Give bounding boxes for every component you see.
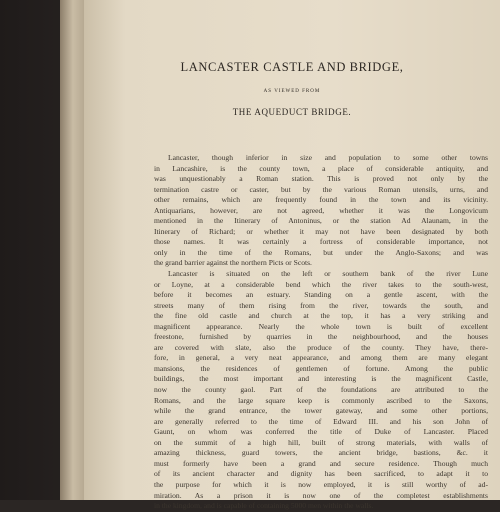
text-line: are generally referred to the time of Edward III. and his son John of [154,416,488,426]
text-line: Lancaster, though inferior in size and population to some other towns [168,153,488,162]
body-text [154,153,488,512]
text-line: magnificent appearance. Nearly the whole town is built of excellent [154,321,488,331]
text-line: Gaunt, on whom was conferred the title of Duke of Lancaster. Placed [154,427,488,437]
text-line: only in the time of the Romans, but under the Anglo-Saxons; and was [154,247,488,257]
text-line: mentioned in the Itinerary of Antoninus, or the station Ad Alaunam, in the [154,216,488,226]
text-line: the fine old castle and church at the top, it has a very striking and [154,311,488,321]
text-line: freestone, furnished by quarries in the neighbourhood, and the houses [154,332,488,342]
book-page [84,0,500,511]
page-title: LANCASTER CASTLE AND BRIDGE, [180,60,404,74]
text-line: the grand barrier against the northern Picts or Scots. [154,258,312,268]
text-line: of its ancient character and dignity has been sacrificed, to adapt it to [154,469,488,479]
text-line: in the kingdom, and is capable of containing 5000 men within the walls. [154,501,374,511]
text-line: are covered with slate, also the produce of the county. They have, there- [154,342,488,352]
text-line: termination castre or caster, but by the various Roman utensils, urns, and [154,184,488,194]
text-line: Itinerary of Richard; or whether it may not have been designated by both [154,226,488,236]
text-line: those names. It was certainly a fortress of considerable importance, not [154,237,488,247]
text-line: the purpose for which it is now employed, it is still worthy of ad- [154,479,488,489]
text-line: on the summit of a high hill, built of strong materials, with walls of [154,437,488,447]
text-line: before it becomes an estuary. Standing on a gentle ascent, with the [154,290,488,300]
text-line: buildings, the most important and interesting is the magnificent Castle, [154,374,488,384]
text-line: miration. As a prison it is now one of the completest establishments [154,490,488,500]
page-edge [60,0,86,500]
text-line: must formerly have been a grand and secure residence. Though much [154,458,488,468]
paragraph-2 [154,269,488,512]
text-line: Lancaster is situated on the left or southern bank of the river Lune [168,269,488,279]
text-line: Antiquarians, however, are not agreed, whether it was the Longovicum [154,205,488,215]
page-subtitle-2: THE AQUEDUCT BRIDGE. [232,107,352,117]
text-line: in Lancashire, is the county town, a place of considerable antiquity, and [154,163,488,173]
text-line: Romans, and the large square keep is commonly ascribed to the Saxons, [154,395,488,405]
text-line: other remains, which are frequently found in the town and its vicinity. [154,195,488,205]
text-line: fore, in general, a very neat appearance, and among them are many elegant [154,353,488,363]
paragraph-1 [154,153,488,269]
text-line: while the grand entrance, the tower gateway, and some other portions, [154,406,488,416]
text-line: amazing thickness, guard towers, the ancient bridge, bastions, &c. it [154,448,488,458]
text-line: now the county gaol. Part of the foundations are attributed to the [154,385,488,395]
text-line: or Loyne, at a considerable bend which the river takes to the south-west, [154,279,488,289]
text-line: mansions, the residences of gentlemen of fortune. Among the public [154,363,488,373]
text-line: streets many of them rising from the river, towards the south, and [154,300,488,310]
text-line: was unquestionably a Roman station. This is proved not only by the [154,174,488,184]
page-subtitle: AS VIEWED FROM [263,89,321,94]
